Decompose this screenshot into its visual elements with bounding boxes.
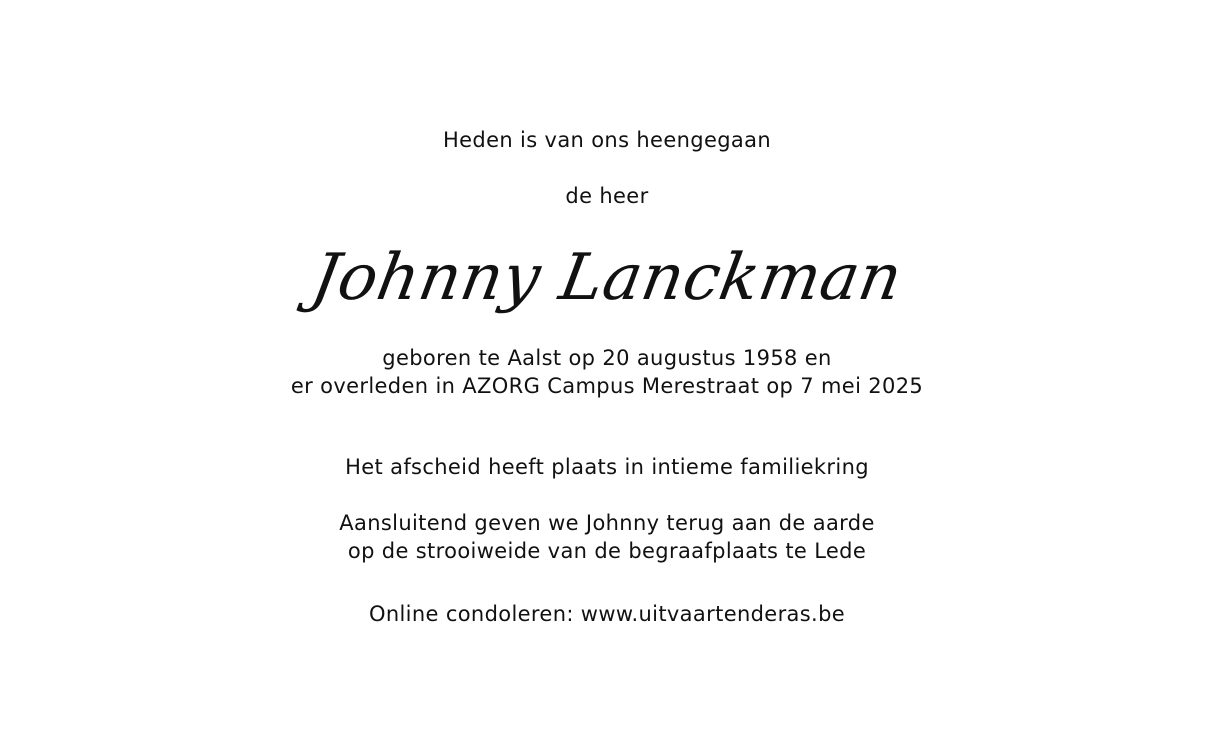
honorific-text: de heer — [565, 184, 649, 208]
intro-text: Heden is van ons heengegaan — [443, 128, 771, 152]
death-line: er overleden in AZORG Campus Merestraat op 7 mei 2025 — [290, 374, 924, 398]
burial-line-2: op de strooiweide van de begraafplaats te Lede — [347, 539, 867, 563]
deceased-name: Johnny Lanckman — [306, 241, 908, 315]
burial-line-1: Aansluitend geven we Johnny terug aan de aarde — [339, 511, 875, 535]
condolence-link: Online condoleren: www.uitvaartenderas.be — [368, 602, 846, 626]
birth-line: geboren te Aalst op 20 augustus 1958 en — [382, 346, 832, 370]
farewell-text: Het afscheid heeft plaats in intieme familiekring — [345, 455, 869, 479]
